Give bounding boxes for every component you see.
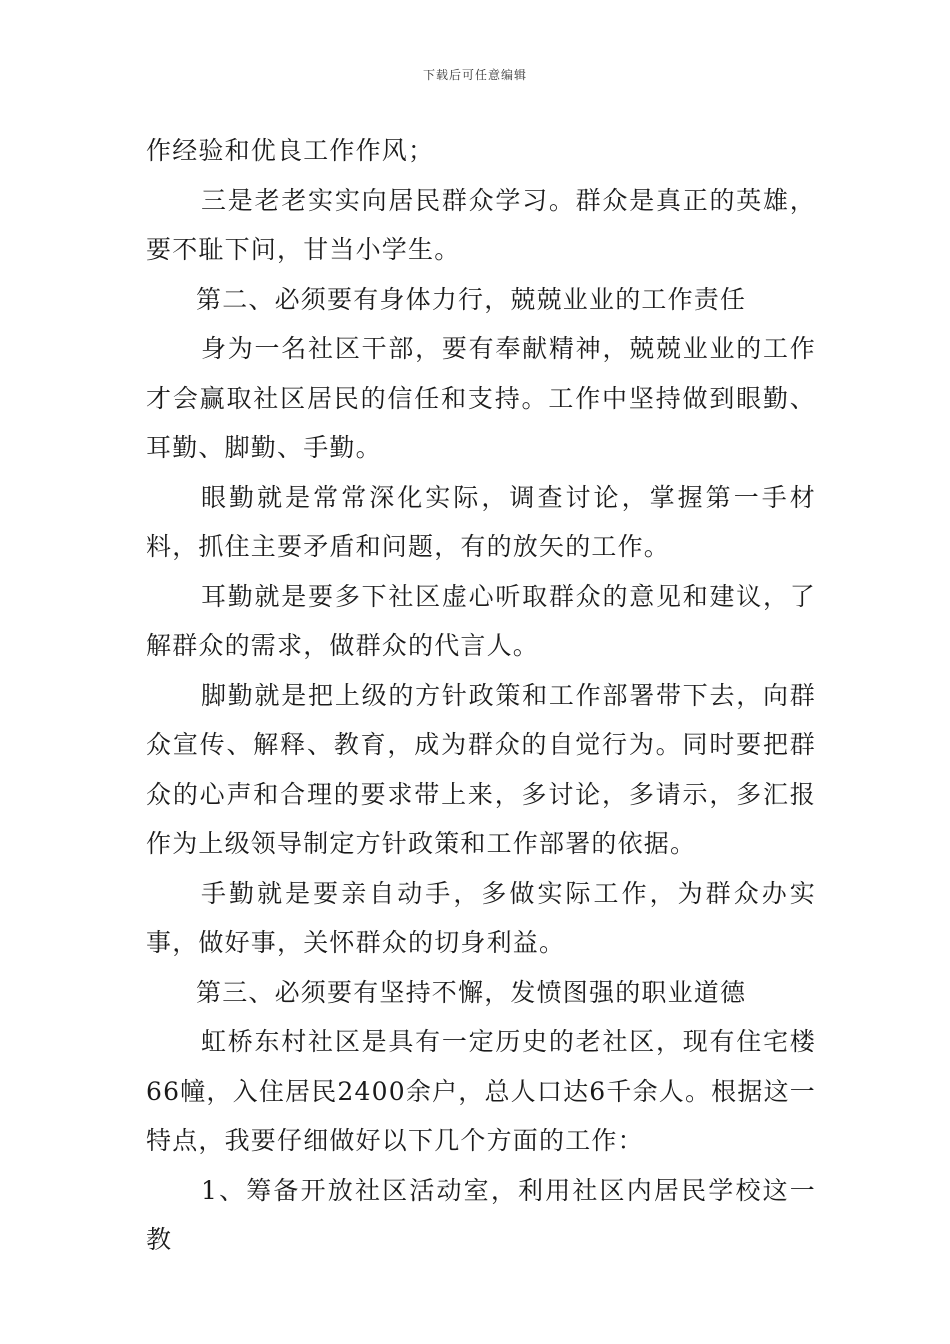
paragraph-7: 脚勤就是把上级的方针政策和工作部署带下去，向群众宣传、解释、教育，成为群众的自觉行为。同时要把群众的心声和合理的要求带上来，多讨论，多请示，多汇报作为上级领导制定方针政策和工作部署的依据。	[146, 680, 816, 858]
paragraph-5: 眼勤就是常常深化实际，调查讨论，掌握第一手材料，抓住主要矛盾和问题，有的放矢的工作。	[146, 482, 816, 561]
paragraph-2: 三是老老实实向居民群众学习。群众是真正的英雄，要不耻下问，甘当小学生。	[146, 185, 816, 264]
page-header: 下载后可任意编辑	[422, 68, 527, 82]
paragraph-6: 耳勤就是要多下社区虚心听取群众的意见和建议，了解群众的需求，做群众的代言人。	[146, 581, 816, 660]
paragraph-4: 身为一名社区干部，要有奉献精神，兢兢业业的工作才会赢取社区居民的信任和支持。工作中坚持做到眼勤、耳勤、脚勤、手勤。	[146, 334, 816, 462]
paragraph-10: 虹桥东村社区是具有一定历史的老社区，现有住宅楼66幢，入住居民2400余户，总人口达6千余人。根据这一特点，我要仔细做好以下几个方面的工作：	[146, 1027, 816, 1155]
section-heading-3: 第三、必须要有坚持不懈，发愤图强的职业道德	[196, 977, 747, 1007]
section-heading-2: 第二、必须要有身体力行，兢兢业业的工作责任	[196, 284, 747, 314]
paragraph-8: 手勤就是要亲自动手，多做实际工作，为群众办实事，做好事，关怀群众的切身利益。	[146, 878, 816, 957]
paragraph-11: 1、筹备开放社区活动室，利用社区内居民学校这一教	[146, 1175, 816, 1254]
paragraph-1: 作经验和优良工作作风；	[146, 136, 435, 165]
document-body	[146, 126, 816, 1265]
